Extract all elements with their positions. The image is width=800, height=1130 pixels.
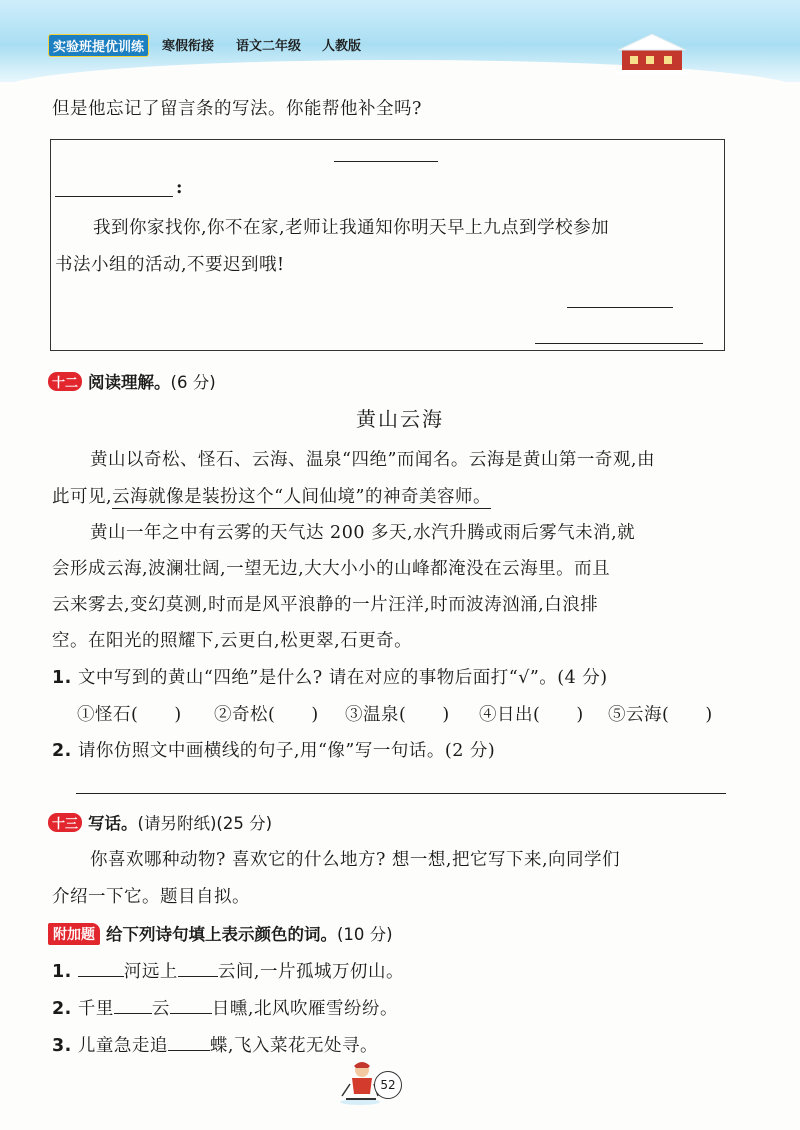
section-13-badge: 十三 <box>48 813 82 832</box>
header-subtitle-edition: 人教版 <box>322 39 362 54</box>
section-12-title: 阅读理解。 <box>88 373 171 392</box>
bonus-q3-number: 3. <box>52 1036 72 1056</box>
page-number: 52 <box>374 1071 402 1099</box>
bonus-q2-part-b: 云 <box>151 999 170 1019</box>
question-1-option-1[interactable]: ①怪石( ) <box>77 705 182 725</box>
note-signature-blank[interactable] <box>567 307 673 308</box>
bonus-heading <box>48 921 393 945</box>
section-12-score: (6 分) <box>170 373 216 392</box>
passage-p1-line2 <box>52 483 491 508</box>
bonus-question-2 <box>52 995 398 1020</box>
section-13-title: 写话。 <box>88 814 138 833</box>
note-title-blank[interactable] <box>334 161 438 162</box>
section-13-heading <box>48 810 272 834</box>
bonus-q1-part-a: 河远上 <box>123 962 178 982</box>
passage-p2-line3: 云来雾去,变幻莫测,时而是风平浪静的一片汪洋,时而波涛汹涌,白浪排 <box>52 595 599 615</box>
bonus-q2-blank-1[interactable] <box>114 1013 152 1014</box>
bonus-q3-part-a: 儿童急走追 <box>77 1036 168 1056</box>
bonus-q2-part-a: 千里 <box>77 999 114 1019</box>
bonus-q2-part-c: 日曛,北风吹雁雪纷纷。 <box>211 999 398 1019</box>
bonus-tag: 附加题 <box>48 923 100 945</box>
bonus-q1-part-b: 云间,一片孤城万仞山。 <box>217 962 404 982</box>
note-body-line1: 我到你家找你,你不在家,老师让我通知你明天早上九点到学校参加 <box>93 218 610 238</box>
section-12-heading <box>48 369 216 393</box>
question-2-text: 请你仿照文中画横线的句子,用“像”写一句话。(2 分) <box>77 741 496 761</box>
bonus-title: 给下列诗句填上表示颜色的词。 <box>106 925 337 944</box>
note-box <box>50 139 725 351</box>
note-recipient-blank[interactable] <box>55 196 173 197</box>
passage-underlined-sentence: 云海就像是装扮这个“人间仙境”的神奇美容师。 <box>112 487 491 507</box>
intro-text: 但是他忘记了留言条的写法。你能帮他补全吗? <box>52 99 422 119</box>
snow-house-icon <box>616 30 688 74</box>
bonus-q1-number: 1. <box>52 962 72 982</box>
note-body-line2: 书法小组的活动,不要迟到哦! <box>55 255 285 275</box>
section-12-badge: 十二 <box>48 372 82 391</box>
question-2-number: 2. <box>52 741 72 761</box>
bonus-q3-part-b: 蝶,飞入菜花无处寻。 <box>209 1036 378 1056</box>
section-13-line2: 介绍一下它。题目自拟。 <box>52 887 250 907</box>
question-2-answer-line[interactable] <box>76 793 726 794</box>
question-1-option-2[interactable]: ②奇松( ) <box>214 705 319 725</box>
passage-p2-line4: 空。在阳光的照耀下,云更白,松更翠,石更奇。 <box>52 631 413 651</box>
bonus-q1-blank-1[interactable] <box>78 976 124 977</box>
bonus-question-3 <box>52 1032 378 1057</box>
question-1-text: 文中写到的黄山“四绝”是什么? 请在对应的事物后面打“√”。(4 分) <box>77 668 608 688</box>
question-1-option-4[interactable]: ④日出( ) <box>479 705 584 725</box>
passage-p1-line2-pre: 此可见, <box>52 487 113 507</box>
header-subtitle-grade: 语文二年级 <box>236 39 302 54</box>
bonus-question-1 <box>52 958 404 983</box>
passage-title: 黄山云海 <box>356 407 444 431</box>
note-date-blank[interactable] <box>535 343 703 344</box>
section-13-score: (请另附纸)(25 分) <box>137 814 273 833</box>
bonus-q2-number: 2. <box>52 999 72 1019</box>
note-colon: : <box>176 178 183 198</box>
question-1 <box>52 664 608 689</box>
series-title: 实验班提优训练 <box>48 34 149 57</box>
bonus-q3-blank[interactable] <box>168 1050 210 1051</box>
passage-p2-line1: 黄山一年之中有云雾的天气达 200 多天,水汽升腾或雨后雾气未消,就 <box>90 523 636 543</box>
header-subtitle-holiday: 寒假衔接 <box>162 39 215 54</box>
question-1-option-3[interactable]: ③温泉( ) <box>345 705 450 725</box>
section-13-line1: 你喜欢哪种动物? 喜欢它的什么地方? 想一想,把它写下来,向同学们 <box>90 850 621 870</box>
bonus-q1-blank-2[interactable] <box>178 976 218 977</box>
question-2 <box>52 737 495 762</box>
bonus-q2-blank-2[interactable] <box>170 1013 212 1014</box>
passage-p2-line2: 会形成云海,波澜壮阔,一望无边,大大小小的山峰都淹没在云海里。而且 <box>52 559 611 579</box>
question-1-number: 1. <box>52 668 72 688</box>
question-1-option-5[interactable]: ⑤云海( ) <box>608 705 713 725</box>
passage-p1-line1: 黄山以奇松、怪石、云海、温泉“四绝”而闻名。云海是黄山第一奇观,由 <box>90 450 655 470</box>
bonus-score: (10 分) <box>337 925 393 944</box>
